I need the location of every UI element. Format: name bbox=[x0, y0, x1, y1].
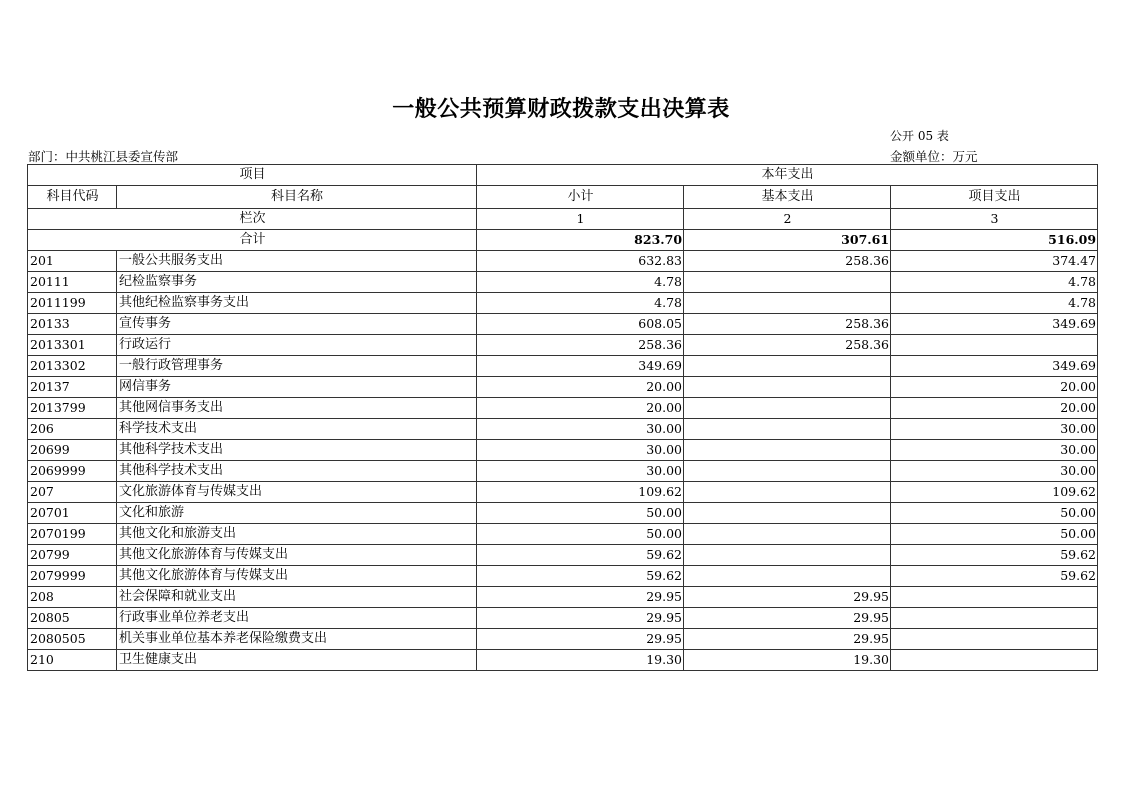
row-code: 20111 bbox=[28, 272, 117, 293]
header-col-1: 1 bbox=[477, 209, 684, 230]
header-col-2: 2 bbox=[684, 209, 891, 230]
row-basic: 258.36 bbox=[684, 251, 891, 272]
table-row bbox=[28, 251, 1098, 272]
total-basic: 307.61 bbox=[684, 230, 891, 251]
row-project: 374.47 bbox=[891, 251, 1098, 272]
row-basic bbox=[684, 545, 891, 566]
row-name: 文化和旅游 bbox=[117, 503, 477, 524]
department-label: 部门：中共桃江县委宣传部 bbox=[28, 149, 179, 164]
row-project bbox=[891, 335, 1098, 356]
row-project: 50.00 bbox=[891, 524, 1098, 545]
row-project bbox=[891, 587, 1098, 608]
row-code: 201 bbox=[28, 251, 117, 272]
row-project: 30.00 bbox=[891, 461, 1098, 482]
row-subtotal: 29.95 bbox=[477, 629, 684, 650]
row-subtotal: 4.78 bbox=[477, 272, 684, 293]
table-row bbox=[28, 398, 1098, 419]
row-name: 行政运行 bbox=[117, 335, 477, 356]
row-name: 一般行政管理事务 bbox=[117, 356, 477, 377]
row-name: 网信事务 bbox=[117, 377, 477, 398]
header-row-2 bbox=[28, 186, 1098, 209]
row-subtotal: 29.95 bbox=[477, 608, 684, 629]
row-subtotal: 4.78 bbox=[477, 293, 684, 314]
table-row bbox=[28, 293, 1098, 314]
row-project bbox=[891, 650, 1098, 671]
row-subtotal: 632.83 bbox=[477, 251, 684, 272]
row-code: 2013302 bbox=[28, 356, 117, 377]
row-project: 109.62 bbox=[891, 482, 1098, 503]
row-basic bbox=[684, 482, 891, 503]
row-basic bbox=[684, 272, 891, 293]
row-project: 349.69 bbox=[891, 356, 1098, 377]
row-name: 科学技术支出 bbox=[117, 419, 477, 440]
row-basic bbox=[684, 566, 891, 587]
row-name: 其他文化旅游体育与传媒支出 bbox=[117, 545, 477, 566]
row-code: 207 bbox=[28, 482, 117, 503]
table-row bbox=[28, 419, 1098, 440]
row-project bbox=[891, 608, 1098, 629]
row-code: 2011199 bbox=[28, 293, 117, 314]
row-basic bbox=[684, 524, 891, 545]
page-title: 一般公共预算财政拨款支出决算表 bbox=[392, 96, 730, 122]
row-subtotal: 349.69 bbox=[477, 356, 684, 377]
header-code: 科目代码 bbox=[28, 186, 117, 209]
row-code: 2013799 bbox=[28, 398, 117, 419]
row-subtotal: 50.00 bbox=[477, 503, 684, 524]
row-subtotal: 20.00 bbox=[477, 377, 684, 398]
total-row bbox=[28, 230, 1098, 251]
row-basic bbox=[684, 398, 891, 419]
row-project: 20.00 bbox=[891, 377, 1098, 398]
row-code: 2013301 bbox=[28, 335, 117, 356]
row-basic bbox=[684, 440, 891, 461]
row-project: 59.62 bbox=[891, 566, 1098, 587]
row-code: 20133 bbox=[28, 314, 117, 335]
table-row bbox=[28, 314, 1098, 335]
row-subtotal: 59.62 bbox=[477, 545, 684, 566]
row-name: 文化旅游体育与传媒支出 bbox=[117, 482, 477, 503]
row-basic bbox=[684, 293, 891, 314]
row-code: 20701 bbox=[28, 503, 117, 524]
row-name: 卫生健康支出 bbox=[117, 650, 477, 671]
row-code: 208 bbox=[28, 587, 117, 608]
row-basic bbox=[684, 377, 891, 398]
row-basic bbox=[684, 356, 891, 377]
row-code: 2069999 bbox=[28, 461, 117, 482]
table-row bbox=[28, 545, 1098, 566]
row-subtotal: 30.00 bbox=[477, 419, 684, 440]
row-code: 2079999 bbox=[28, 566, 117, 587]
row-subtotal: 59.62 bbox=[477, 566, 684, 587]
row-name: 其他科学技术支出 bbox=[117, 461, 477, 482]
header-current-year: 本年支出 bbox=[477, 165, 1098, 186]
header-row-3 bbox=[28, 209, 1098, 230]
row-project: 30.00 bbox=[891, 440, 1098, 461]
table-row bbox=[28, 566, 1098, 587]
table-row bbox=[28, 587, 1098, 608]
row-basic: 258.36 bbox=[684, 335, 891, 356]
table-row bbox=[28, 482, 1098, 503]
row-subtotal: 30.00 bbox=[477, 440, 684, 461]
row-name: 纪检监察事务 bbox=[117, 272, 477, 293]
row-code: 20805 bbox=[28, 608, 117, 629]
table-row bbox=[28, 650, 1098, 671]
row-name: 宣传事务 bbox=[117, 314, 477, 335]
table-row bbox=[28, 356, 1098, 377]
row-project: 4.78 bbox=[891, 293, 1098, 314]
row-code: 210 bbox=[28, 650, 117, 671]
row-code: 20699 bbox=[28, 440, 117, 461]
header-subtotal: 小计 bbox=[477, 186, 684, 209]
row-name: 其他科学技术支出 bbox=[117, 440, 477, 461]
row-project: 30.00 bbox=[891, 419, 1098, 440]
row-basic: 19.30 bbox=[684, 650, 891, 671]
row-basic: 29.95 bbox=[684, 587, 891, 608]
row-subtotal: 109.62 bbox=[477, 482, 684, 503]
row-name: 其他纪检监察事务支出 bbox=[117, 293, 477, 314]
table-row bbox=[28, 503, 1098, 524]
row-code: 2070199 bbox=[28, 524, 117, 545]
row-name: 一般公共服务支出 bbox=[117, 251, 477, 272]
row-subtotal: 258.36 bbox=[477, 335, 684, 356]
row-basic: 29.95 bbox=[684, 608, 891, 629]
row-basic bbox=[684, 419, 891, 440]
row-subtotal: 30.00 bbox=[477, 461, 684, 482]
row-name: 其他文化旅游体育与传媒支出 bbox=[117, 566, 477, 587]
total-project: 516.09 bbox=[891, 230, 1098, 251]
row-basic bbox=[684, 461, 891, 482]
row-project bbox=[891, 629, 1098, 650]
row-project: 50.00 bbox=[891, 503, 1098, 524]
row-project: 4.78 bbox=[891, 272, 1098, 293]
row-subtotal: 19.30 bbox=[477, 650, 684, 671]
form-number: 公开 05 表 bbox=[890, 129, 949, 143]
table-row bbox=[28, 461, 1098, 482]
row-basic: 258.36 bbox=[684, 314, 891, 335]
header-col-3: 3 bbox=[891, 209, 1098, 230]
table-row bbox=[28, 608, 1098, 629]
row-code: 20137 bbox=[28, 377, 117, 398]
header-basic: 基本支出 bbox=[684, 186, 891, 209]
header-project: 项目支出 bbox=[891, 186, 1098, 209]
header-row-1 bbox=[28, 165, 1098, 186]
header-column-no: 栏次 bbox=[28, 209, 477, 230]
row-code: 206 bbox=[28, 419, 117, 440]
row-name: 机关事业单位基本养老保险缴费支出 bbox=[117, 629, 477, 650]
row-code: 20799 bbox=[28, 545, 117, 566]
table-row bbox=[28, 629, 1098, 650]
row-basic bbox=[684, 503, 891, 524]
total-subtotal: 823.70 bbox=[477, 230, 684, 251]
row-name: 其他文化和旅游支出 bbox=[117, 524, 477, 545]
row-subtotal: 20.00 bbox=[477, 398, 684, 419]
expenditure-table bbox=[27, 164, 1098, 671]
row-subtotal: 50.00 bbox=[477, 524, 684, 545]
table-row bbox=[28, 272, 1098, 293]
row-code: 2080505 bbox=[28, 629, 117, 650]
row-subtotal: 608.05 bbox=[477, 314, 684, 335]
total-label: 合计 bbox=[28, 230, 477, 251]
row-name: 行政事业单位养老支出 bbox=[117, 608, 477, 629]
table-row bbox=[28, 440, 1098, 461]
row-project: 349.69 bbox=[891, 314, 1098, 335]
table-row bbox=[28, 335, 1098, 356]
row-subtotal: 29.95 bbox=[477, 587, 684, 608]
row-project: 20.00 bbox=[891, 398, 1098, 419]
header-item: 项目 bbox=[28, 165, 477, 186]
table-row bbox=[28, 524, 1098, 545]
row-basic: 29.95 bbox=[684, 629, 891, 650]
header-name: 科目名称 bbox=[117, 186, 477, 209]
row-name: 其他网信事务支出 bbox=[117, 398, 477, 419]
row-project: 59.62 bbox=[891, 545, 1098, 566]
table-row bbox=[28, 377, 1098, 398]
row-name: 社会保障和就业支出 bbox=[117, 587, 477, 608]
amount-unit-label: 金额单位：万元 bbox=[890, 149, 978, 164]
